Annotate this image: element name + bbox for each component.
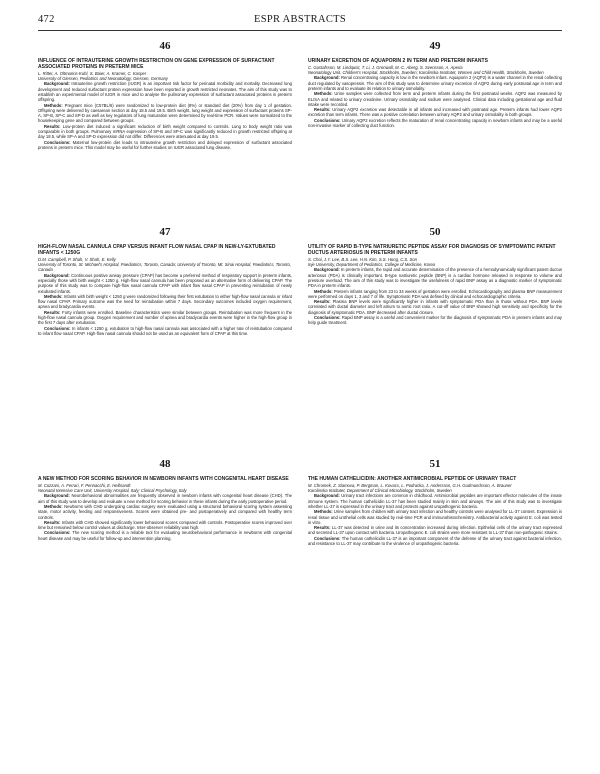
abstract-results: Plasma BNP levels were significantly higher in infants with symptomatic PDA than in those without PDA. BNP levels correlated with ductal diameter and left atrium to aortic root ratio. A cut-off value of BNP showed high sensitivity and specificity for the diagnosis of symptomatic PDA. BNP decreased after ductal closure. — [308, 299, 562, 315]
abstract-title: A NEW METHOD FOR SCORING BEHAVIOR IN NEWBORN INFANTS WITH CONGENITAL HEART DISEASE — [38, 476, 289, 482]
abstract-methods: Pregnant mice (C57BL/6) were randomized to low-protein diet (8%) or standard diet (20%) from day 1 of gestation. Offspring were delivered by caesarean section at day 18.5 and 19.5. Birth weight, lung weight and expression of surfactant proteins SP-A, SP-B, SP-C and SP-D as well as key regulators of lung maturation were determined by real-time PCR. Values were normalized to the housekeeping gene and compared between groups. — [38, 102, 292, 124]
journal-title: ESPR ABSTRACTS — [253, 14, 347, 25]
label-background: Background: — [314, 75, 340, 81]
abstract-conclusion: Maternal low-protein diet leads to intrauterine growth restriction and delayed expression of surfactant associated proteins in preterm mice. This model may be useful for further studies on IUGR associated lung disease. — [38, 139, 292, 150]
abstract-title: INFLUENCE OF INTRAUTERINE GROWTH RESTRICTION ON GENE EXPRESSION OF SURFACTANT ASSOCIATED PROTEINS IN PRETERM MICE — [38, 58, 275, 70]
label-results: Results: — [44, 123, 61, 129]
label-background: Background: — [44, 493, 70, 499]
label-methods: Methods: — [44, 102, 63, 108]
abstract-50 — [308, 226, 562, 450]
page-header — [38, 14, 562, 28]
abstract-number: 46 — [159, 40, 171, 52]
abstract-results: Low-protein diet induced a significant reduction of birth weight compared to controls. Lung to body weight ratio was comparable in both groups. Pulmonary mRNA expression of SP-B and SP-C was significantly reduced in growth restricted offspring at day 18.5, while SP-A and SP-D expression did not differ. Differences were attenuated at day 19.5. — [38, 123, 292, 140]
abstract-title: URINARY EXCRETION OF AQUAPORIN 2 IN TERM AND PRETERM INFANTS — [308, 58, 488, 64]
abstract-51 — [308, 458, 562, 678]
label-methods: Methods: — [44, 293, 63, 299]
label-conclusion: Conclusions: — [44, 530, 71, 536]
label-background: Background: — [44, 81, 70, 87]
label-conclusion: Conclusions: — [314, 315, 341, 321]
abstract-number: 50 — [429, 226, 441, 238]
abstract-affiliation: Karolinska Institutet, Department of Clinical Microbiology, Stockholm, Sweden — [308, 488, 452, 494]
abstract-background: Renal concentrating capacity is low in the newborn infant. Aquaporin 2 (AQP2) is a water channel in the renal collecting duct regulated by vasopressin. The aim of this study was to determine urinary excretion of AQP2 during early postnatal age in term and preterm infants and to evaluate its relation to urinary osmolality. — [308, 75, 562, 91]
abstract-background: In preterm infants, the rapid and accurate determination of the presence of a hemodynamically significant patent ductus arteriosus (PDA) is clinically important. B-type natriuretic peptide (BNP) is a cardiac hormone released in response to volume and pressure overload. The aim of this study was to investigate the usefulness of rapid BNP assay as a diagnostic marker of symptomatic PDA in preterm infants. — [308, 267, 562, 289]
abstract-number: 51 — [429, 458, 441, 470]
label-results: Results: — [44, 309, 61, 315]
abstract-authors: S. Choi, J.Y. Lee, B.S. Lee, H.N. Kim, S.S. Hong, C.S. Son — [308, 257, 418, 262]
abstract-46 — [38, 40, 292, 218]
label-background: Background: — [314, 493, 340, 499]
abstract-affiliation: Neonatal Intensive Care Unit, University Hospital, Italy; Clinical Psychology, Italy — [38, 488, 187, 494]
abstract-background: Intrauterine growth restriction (IUGR) is an important risk factor for perinatal morbidity and mortality. Decreased lung development and reduced surfactant protein expression have been reported in growth restricted neonates. The aim of this study was to establish an experimental model of IUGR in mice and to analyse the pulmonary expression of surfactant associated proteins in preterm offspring. — [38, 81, 292, 103]
abstract-title: HIGH-FLOW NASAL CANNULA CPAP VERSUS INFANT FLOW NASAL CPAP IN NEW-LY-EXTUBATED INFANTS < 1250G — [38, 244, 276, 256]
abstract-results: Forty infants were enrolled. Baseline characteristics were similar between groups. Reintubation was more frequent in the high-flow nasal cannula group. Oxygen requirement and number of apnea and bradycardia events were higher in the high-flow group in the first 7 days after extubation. — [38, 309, 292, 326]
page-number: 472 — [38, 14, 55, 25]
abstract-title: THE HUMAN CATHELICIDIN: ANOTHER ANTIMICROBIAL PEPTIDE OF URINARY TRACT — [308, 476, 517, 482]
label-methods: Methods: — [314, 509, 333, 515]
abstract-results: Urinary AQP2 excretion was detectable in all infants and increased with postnatal age. Preterm infants had lower AQP2 excretion than term infants. There was a positive correlation between urinary AQP2 and urinary osmolality in both groups. — [308, 107, 562, 118]
abstract-affiliation: Inje University, Department of Pediatrics, College of Medicine, Korea — [308, 262, 436, 268]
abstract-methods: Preterm infants ranging from 23 to 34 weeks of gestation were enrolled. Echocardiography and plasma BNP measurement were performed on days 1, 3 and 7 of life. Symptomatic PDA was defined by clinical and echocardiographic criteria. — [308, 288, 562, 299]
abstract-number: 47 — [159, 226, 171, 238]
abstract-methods: Infants with birth weight < 1250 g were randomized following their first extubation to either high-flow nasal cannula or infant flow nasal CPAP. Primary outcome was the need for reintubation within 7 days. Secondary outcomes included oxygen requirement, apnea and bradycardia events. — [38, 293, 292, 310]
abstract-affiliation: Neonatology Unit, Children's Hospital, Stockholm, Sweden; Karolinska Institutet, Women and Child Health, Stockholm, Sweden — [308, 70, 544, 76]
abstract-48 — [38, 458, 292, 678]
abstract-background: Urinary tract infections are common in childhood. Antimicrobial peptides are important effector molecules of the innate immune system. The human cathelicidin LL-37 has been studied mainly in skin and airways. The aim of this study was to investigate whether LL-37 is expressed in the urinary tract and protects against uropathogenic bacteria. — [308, 493, 562, 509]
abstract-affiliation: University of Giessen, Pediatrics and Neonatology, Giessen, Germany — [38, 76, 169, 82]
abstract-methods: Newborns with CHD undergoing cardiac surgery were evaluated using a structured behavioral scoring system assessing state, motor activity, feeding and responsiveness. Scores were obtained pre- and postoperatively and compared with healthy term controls. — [38, 504, 292, 520]
abstract-47 — [38, 226, 292, 450]
label-methods: Methods: — [314, 91, 333, 97]
label-conclusion: Conclusions: — [44, 325, 71, 331]
abstract-methods: Urine samples were collected from term and preterm infants during the first postnatal weeks. AQP2 was measured by ELISA and related to urinary creatinine. Urinary osmolality and sodium were analysed. Clinical data including gestational age and fluid intake were recorded. — [308, 91, 562, 107]
abstract-number: 48 — [159, 458, 171, 470]
label-results: Results: — [314, 107, 331, 113]
abstract-background: Neurobehavioral abnormalities are frequently observed in newborn infants with congenital heart disease (CHD). The aim of this study was to develop and evaluate a new method for scoring behavior in these infants during the early postoperative period. — [38, 493, 292, 504]
label-results: Results: — [314, 525, 331, 531]
abstract-authors: C. Gustafsson, M. Lindquist, T. Li, J. Gronwall, M.-C. Aberg, S. Svensson, A. Aperia — [308, 65, 463, 70]
label-results: Results: — [314, 299, 331, 305]
abstract-methods: Urine samples from children with urinary tract infection and healthy controls were analysed for LL-37 content. Expression in renal tissue and urothelial cells was studied by real-time PCR and immunohistochemistry. Antibacterial activity against E. coli was tested in vitro. — [308, 509, 562, 525]
label-results: Results: — [44, 519, 61, 525]
label-conclusion: Conclusions: — [314, 117, 341, 123]
abstract-conclusion: The human cathelicidin LL-37 is an important component of the defense of the urinary tract against bacterial infection, and resistance to LL-37 may contribute to the virulence of uropathogenic bacteria. — [308, 535, 562, 547]
abstract-number: 49 — [429, 40, 441, 52]
abstract-results: Infants with CHD showed significantly lower behavioral scores compared with controls. Postoperative scores improved over time but remained below control values at discharge. Inter-observer reliability was high. — [38, 519, 292, 531]
label-methods: Methods: — [44, 504, 63, 509]
label-background: Background: — [314, 267, 340, 273]
abstract-authors: M. Chromek, Z. Slamova, P. Bergman, L. Kovacs, L. Podracka, J. Andersson, G.H. Gudmundsson, A. Brauner — [308, 483, 512, 488]
label-methods: Methods: — [314, 288, 333, 294]
label-conclusion: Conclusions: — [44, 139, 71, 145]
abstract-authors: D.M. Campbell, P. Shah, V. Shah, E. Kelly — [38, 257, 116, 262]
abstract-conclusion: Rapid BNP assay is a useful and convenient marker for the diagnosis of symptomatic PDA in preterm infants and may help guide treatment. — [308, 315, 562, 326]
abstract-conclusion: The new scoring method is a reliable tool for evaluating neurobehavioral performance in newborns with congenital heart disease and may be useful for follow-up and intervention planning. — [38, 530, 292, 541]
abstract-title: UTILITY OF RAPID B-TYPE NATRIURETIC PEPTIDE ASSAY FOR DIAGNOSIS OF SYMPTOMATIC PATENT DUCTUS ARTERIOSUS IN PRETERM INFANTS — [308, 244, 556, 256]
abstract-grid — [38, 40, 562, 678]
abstract-49 — [308, 40, 562, 218]
abstract-affiliation: University of Toronto, St. Michael's Hospital, Paediatrics, Toronto, Canada; University of Toronto, Mt. Sinai Hospital, Paediatrics, Toronto, Canada — [38, 262, 291, 273]
label-background: Background: — [44, 272, 70, 278]
abstract-results: LL-37 was detected in urine and its concentration increased during infection. Epithelial cells of the urinary tract expressed and secreted LL-37 upon contact with bacteria. Uropathogenic E. coli strains were more resistant to LL-37 than non-pathogenic strains. — [308, 525, 562, 536]
abstract-authors: M. Cozzani, A. Ferrari, F. Pennacchi, E. Helbrandt — [38, 483, 131, 488]
abstract-authors: L. Ritter, A. Oltmanns-Kuhl, S. Baier, A. Kramer, C. Kasper — [38, 71, 147, 76]
header-rule — [38, 30, 562, 31]
abstract-conclusion: In infants < 1250 g, extubation to high-flow nasal cannula was associated with a higher rate of reintubation compared to infant flow nasal CPAP. High-flow nasal cannula should not be used as an equivalent form of CPAP at this time. — [38, 325, 292, 336]
abstract-background: Continuous positive airway pressure (CPAP) has become a preferred method of respiratory support in preterm infants, especially those with birth weight < 1250 g. High-flow nasal cannula has been proposed as an alternative form of delivering CPAP. The purpose of this study was to compare high-flow nasal cannula CPAP with infant flow nasal CPAP in preventing reintubation of newly extubated infants. — [38, 272, 292, 294]
abstract-conclusion: Urinary AQP2 excretion reflects the maturation of renal concentrating capacity in newborn infants and may be a useful non-invasive marker of collecting duct function. — [308, 117, 562, 129]
label-conclusion: Conclusions: — [314, 535, 341, 541]
